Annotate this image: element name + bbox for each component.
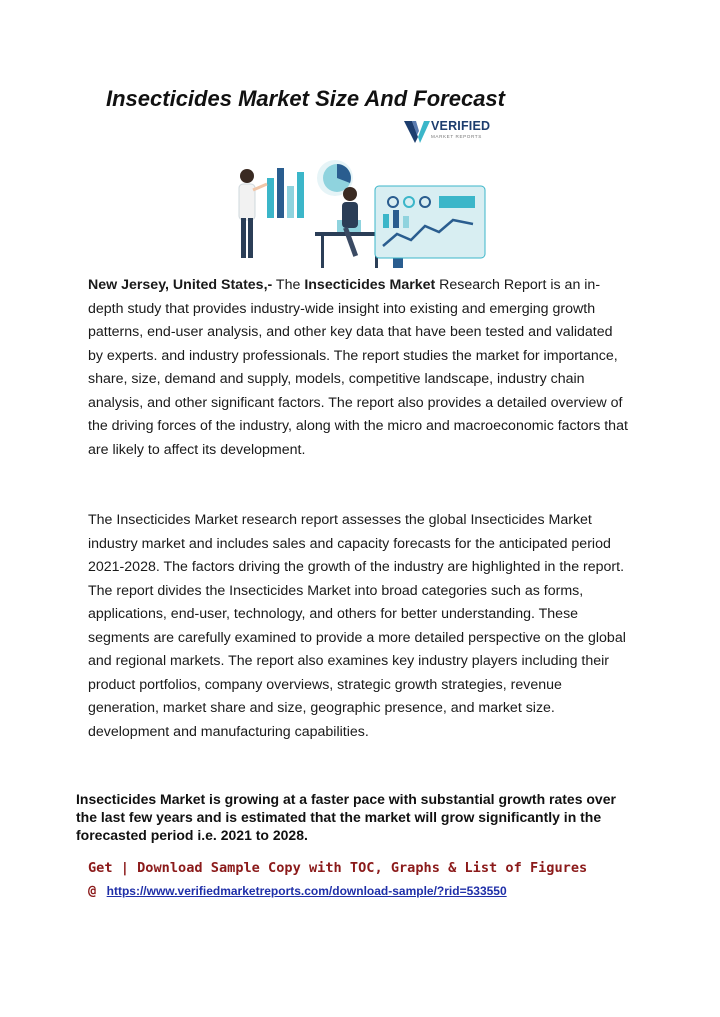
download-sample-link[interactable]: https://www.verifiedmarketreports.com/download-sample/?rid=533550 — [106, 884, 507, 898]
logo-subtext: MARKET REPORTS — [431, 134, 482, 139]
location-lead: New Jersey, United States,- — [88, 277, 273, 293]
company-logo — [404, 115, 504, 145]
business-analytics-illustration — [225, 150, 500, 275]
sample-link-line — [88, 882, 507, 900]
page-title: Insecticides Market Size And Forecast — [106, 86, 505, 111]
report-paragraph: The Insecticides Market research report assesses the global Insecticides Market industry market and includes sales and capacity forecasts for the anticipated period 2021-2028. The factors driving the growth of the industry are highlighted in the report. The report divides the Insecticides Market into broad categories such as forms, applications, end-user, technology, and others for better understanding. These segments are carefully examined to provide a more detailed perspective on the global and regional markets. The report also examines key industry players including their product portfolios, company overviews, strategic growth strategies, revenue generation, market share and size, geographic presence, and market size. development and manufacturing capabilities. — [88, 512, 626, 740]
intro-pre: The — [272, 277, 305, 293]
verified-v-logo-icon — [404, 115, 430, 145]
download-sample-cta[interactable]: Get | Download Sample Copy with TOC, Graphs & List of Figures — [88, 860, 588, 876]
at-symbol: @ — [88, 883, 97, 899]
growth-highlight: Insecticides Market is growing at a faster pace with substantial growth rates over the last few years and is estimated that the market will grow significantly in the forecasted period i.e. 2021 to 2028. — [76, 791, 616, 843]
logo-text: VERIFIED — [431, 119, 491, 133]
intro-rest: Research Report is an in-depth study that provides industry-wide insight into existing and emerging growth patterns, end-user analysis, and other key data that have been tested and validated by experts. and industry professionals. The report studies the market for importance, share, size, demand and supply, models, competitive landscape, industry chain analysis, and other significant factors. The report also provides a detailed overview of the driving forces of the industry, along with the micro and macroeconomic factors that are likely to affect its development. — [88, 277, 628, 458]
market-name: Insecticides Market — [304, 277, 436, 293]
intro-paragraph — [88, 274, 628, 462]
